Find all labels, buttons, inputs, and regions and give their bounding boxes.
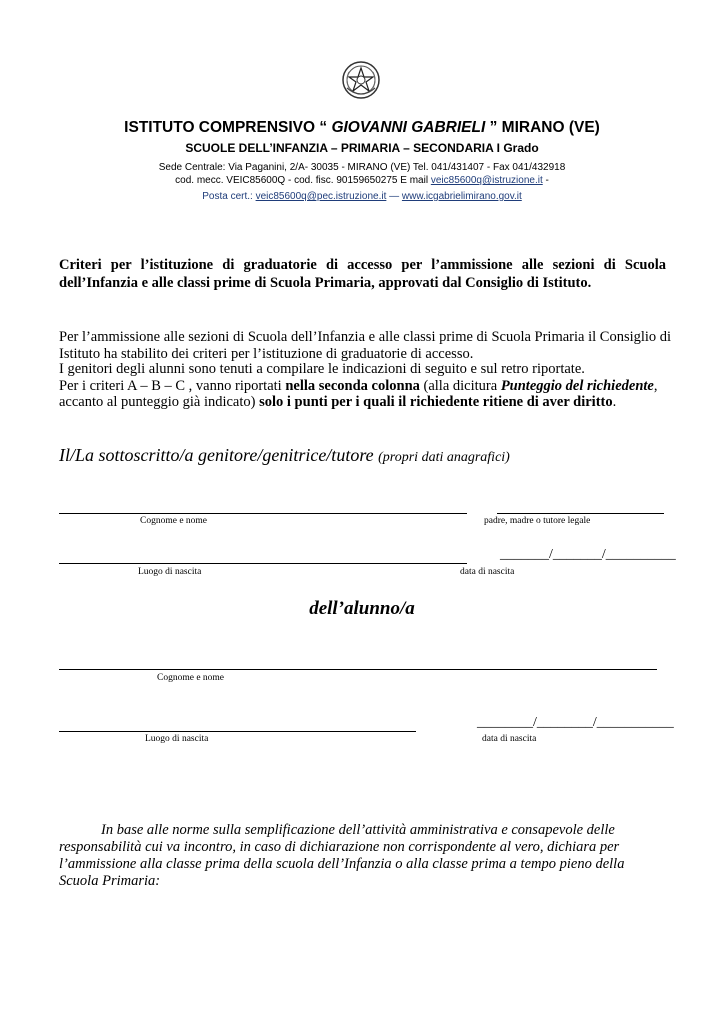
student-birthdate-label: data di nascita [482, 734, 537, 744]
parent-name-label: Cognome e nome [140, 516, 208, 526]
parent-birthdate-label: data di nascita [460, 567, 515, 577]
student-heading: dell’alunno/a [309, 598, 415, 619]
school-codes: cod. mecc. VEIC85600Q - cod. fisc. 90159650275 E mail veic85600q@istruzione.it - [175, 175, 549, 186]
intro-criteria-cont: accanto al punteggio già indicato) solo i punti per i quali il richiedente ritiene di aver diritto. [59, 394, 617, 410]
intro-paragraph: Per l’ammissione alle sezioni di Scuola dell’Infanzia e alle classi prime di Scuola Primaria il Consiglio di Istituto ha stabilito dei criteri per l’istituzione di graduatorie di accesso. [59, 329, 672, 362]
parent-birthplace-field[interactable] [59, 563, 467, 564]
parent-role-label: padre, madre o tutore legale [484, 516, 591, 526]
school-address: Sede Centrale: Via Paganini, 2/A- 30035 - MIRANO (VE) Tel. 041/431407 - Fax 041/432918 [158, 162, 566, 173]
document-title: Criteri per l’istituzione di graduatorie di accesso per l’ammissione alle sezioni di Scuola dell’Infanzia e alle classi prime di Scuola Primaria, approvati dal Consiglio di Istituto. [59, 257, 666, 291]
intro-criteria: Per i criteri A – B – C , vanno riportati nella seconda colonna (alla dicitura Punteggio del richiedente, [59, 378, 658, 394]
parent-birthdate-field[interactable]: _______/_______/__________ [500, 547, 676, 562]
website-link[interactable]: www.icgabrielimirano.gov.it [401, 191, 522, 202]
school-types: SCUOLE DELL’INFANZIA – PRIMARIA – SECONDARIA I Grado [185, 141, 539, 155]
parent-role-field[interactable] [497, 513, 664, 514]
student-birthplace-field[interactable] [59, 731, 416, 732]
student-birthdate-field[interactable]: ________/________/___________ [477, 715, 674, 730]
student-name-label: Cognome e nome [157, 673, 225, 683]
declaration-paragraph: In base alle norme sulla semplificazione dell’attività amministrativa e consapevole delle responsabilità cui va incontro, in caso di dichiarazione non corrispondente al vero, dichiara per l’ammissione alla classe prima della scuola dell’Infanzia o alla classe prima a tempo pieno della Scuola Primaria: [59, 822, 625, 889]
school-name: ISTITUTO COMPRENSIVO “ GIOVANNI GABRIELI ” MIRANO (VE) [124, 119, 600, 136]
intro-instructions: I genitori degli alunni sono tenuti a compilare le indicazioni di seguito e sul retro riportate. [59, 361, 585, 377]
school-contacts: Posta cert.: veic85600q@pec.istruzione.it — www.icgabrielimirano.gov.it [202, 191, 522, 202]
parent-name-field[interactable] [59, 513, 467, 514]
student-name-field[interactable] [59, 669, 657, 670]
republic-emblem-icon [341, 60, 381, 100]
pec-link[interactable]: veic85600q@pec.istruzione.it [255, 191, 387, 202]
parent-birthplace-label: Luogo di nascita [138, 567, 202, 577]
undersigned-heading: Il/La sottoscritto/a genitore/genitrice/tutore (propri dati anagrafici) [59, 445, 510, 465]
student-birthplace-label: Luogo di nascita [145, 734, 209, 744]
email-link[interactable]: veic85600q@istruzione.it [430, 175, 543, 186]
